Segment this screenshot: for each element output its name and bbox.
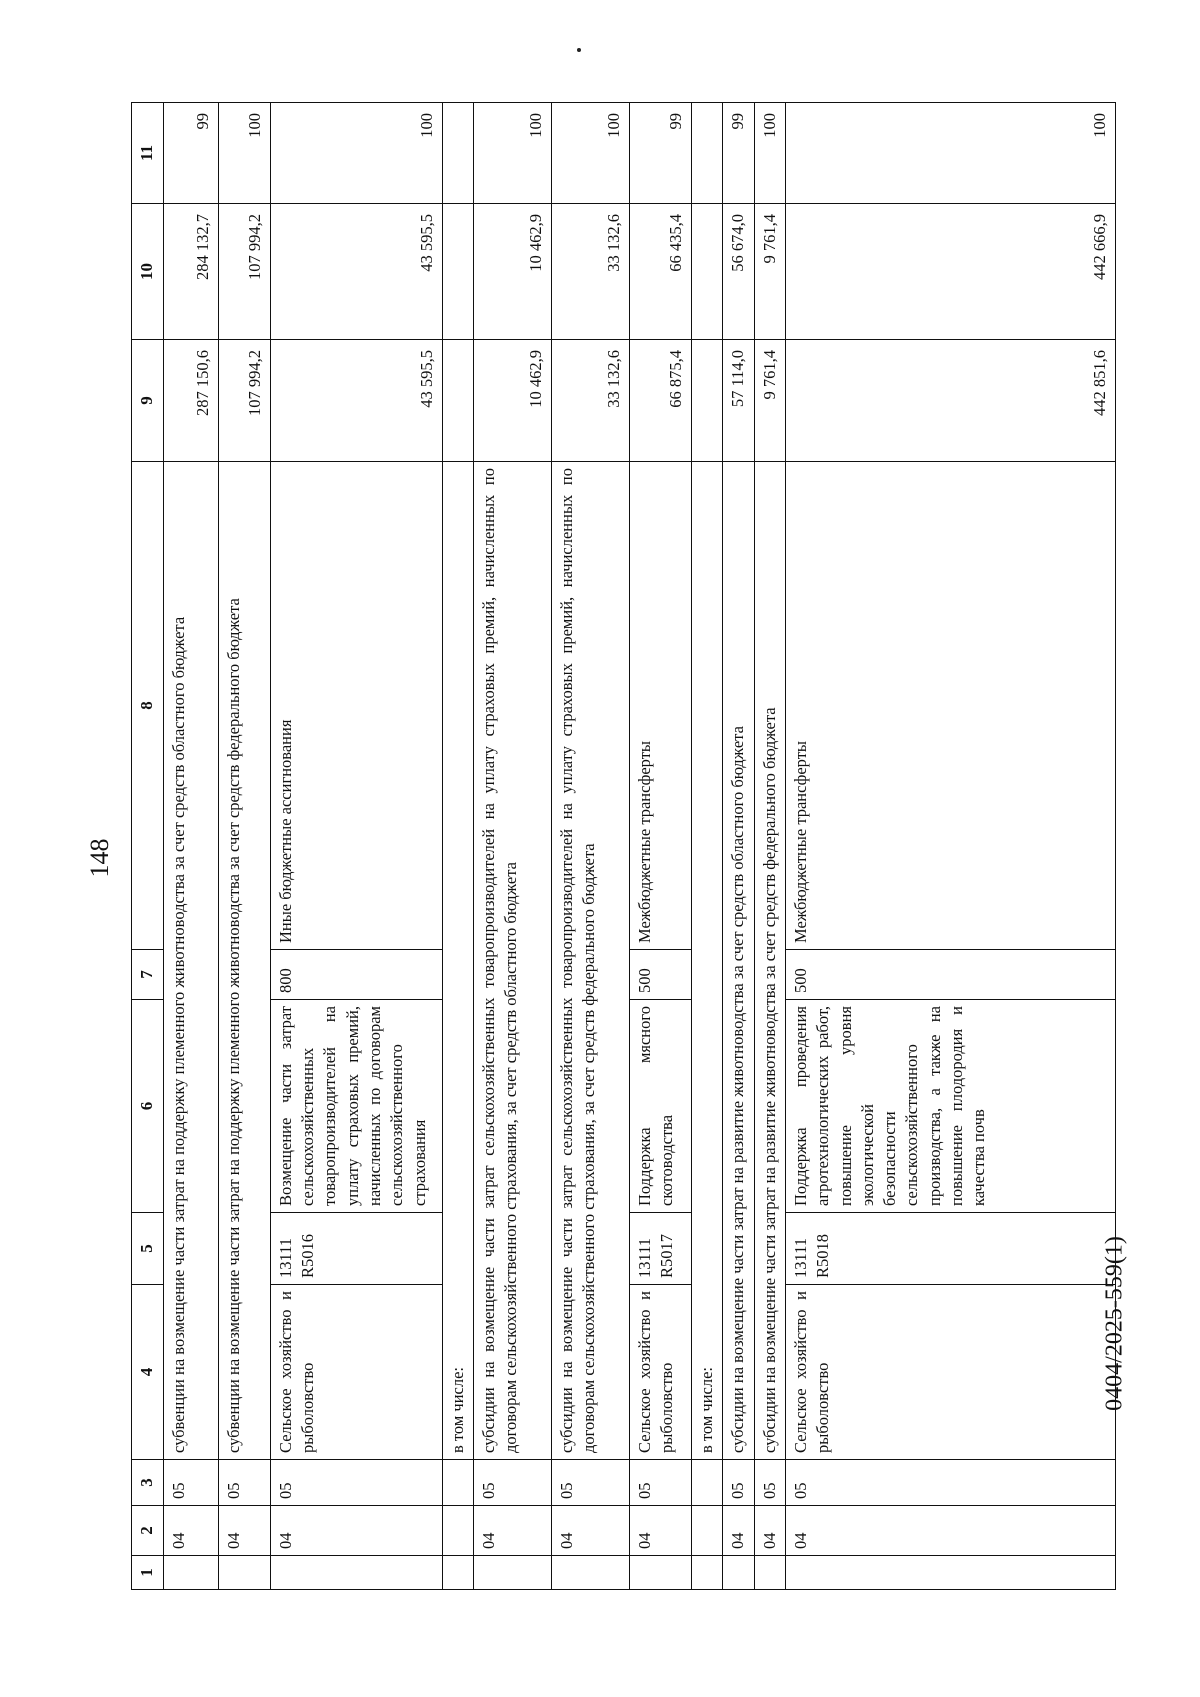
cell-description: субсидии на возмещение части затрат на развитие животноводства за счет средств областного бюджета [723, 462, 754, 1460]
cell-value: 9 761,4 [754, 340, 785, 462]
table-row [630, 103, 692, 1590]
cell-value: 107 994,2 [218, 340, 270, 462]
cell-value: 100 [786, 103, 1116, 204]
cell [442, 340, 473, 462]
cell: 04 [754, 1506, 785, 1556]
table-row [270, 103, 442, 1590]
rotated-table [131, 103, 1109, 1590]
cell-type: Межбюджетные трансферты [786, 462, 1116, 950]
col-header: 6 [132, 1000, 164, 1213]
cell: 05 [163, 1460, 218, 1506]
cell-value: 43 595,5 [270, 340, 442, 462]
cell-code: 13111 R5018 [786, 1213, 1116, 1285]
cell: 05 [218, 1460, 270, 1506]
cell [692, 204, 723, 340]
table-row [754, 103, 785, 1590]
cell-code: 13111 R5016 [270, 1213, 442, 1285]
table-row [552, 103, 630, 1590]
col-header: 2 [132, 1506, 164, 1556]
cell-code: 500 [630, 950, 692, 1000]
cell-description: субвенции на возмещение части затрат на поддержку племенного животноводства за счет средств федерального бюджета [218, 462, 270, 1460]
cell-description: Поддержка проведения агротехнологических работ, повышение уровня экологической безопасности сельскохозяйственного производства, а также на повышение плодородия и качества почв [786, 1000, 1116, 1213]
cell [723, 1556, 754, 1590]
col-header: 7 [132, 950, 164, 1000]
cell-code: 800 [270, 950, 442, 1000]
cell [552, 1556, 630, 1590]
cell-value: 66 875,4 [630, 340, 692, 462]
cell-value: 442 666,9 [786, 204, 1116, 340]
cell-type: Межбюджетные трансферты [630, 462, 692, 950]
cell: 04 [552, 1506, 630, 1556]
cell-section: Сельское хозяйство и рыболовство [270, 1285, 442, 1460]
cell-value: 9 761,4 [754, 204, 785, 340]
cell-value: 66 435,4 [630, 204, 692, 340]
cell-description: субсидии на возмещение части затрат сельскохозяйственных товаропроизводителей на уплату страховых премий, начисленных по договорам сельскохозяйственного страхования, за счет средств областного бюджета [474, 462, 552, 1460]
cell-description: Возмещение части затрат сельскохозяйственных товаропроизводителей на уплату страховых премий, начисленных по договорам сельскохозяйственного страхования [270, 1000, 442, 1213]
page-number: 148 [85, 838, 114, 878]
col-header: 9 [132, 340, 164, 462]
cell [163, 1556, 218, 1590]
cell-value: 100 [552, 103, 630, 204]
col-header: 5 [132, 1213, 164, 1285]
cell-subheading: в том числе: [692, 462, 723, 1460]
cell-value: 10 462,9 [474, 340, 552, 462]
cell [442, 1460, 473, 1506]
cell-value: 284 132,7 [163, 204, 218, 340]
cell-value: 99 [630, 103, 692, 204]
cell: 04 [786, 1506, 1116, 1556]
cell [442, 1506, 473, 1556]
cell: 04 [474, 1506, 552, 1556]
col-header: 8 [132, 462, 164, 950]
cell [692, 1556, 723, 1590]
budget-table [131, 102, 1116, 1590]
cell [692, 1506, 723, 1556]
document-id: 0404/2025-559(1) [1101, 1236, 1128, 1411]
cell [692, 103, 723, 204]
cell-value: 99 [723, 103, 754, 204]
cell: 04 [218, 1506, 270, 1556]
cell: 04 [630, 1506, 692, 1556]
cell-value: 287 150,6 [163, 340, 218, 462]
cell-code: 500 [786, 950, 1116, 1000]
cell-description: субсидии на возмещение части затрат на развитие животноводства за счет средств федерального бюджета [754, 462, 785, 1460]
cell [786, 1556, 1116, 1590]
col-header: 4 [132, 1285, 164, 1460]
cell: 05 [474, 1460, 552, 1506]
cell-description: Поддержка мясного скотоводства [630, 1000, 692, 1213]
cell-value: 99 [163, 103, 218, 204]
col-header: 10 [132, 204, 164, 340]
cell-value: 57 114,0 [723, 340, 754, 462]
table-row [786, 103, 1116, 1590]
cell-value: 107 994,2 [218, 204, 270, 340]
col-header: 1 [132, 1556, 164, 1590]
table-row [218, 103, 270, 1590]
cell: 04 [270, 1506, 442, 1556]
cell [474, 1556, 552, 1590]
cell [442, 1556, 473, 1590]
cell [270, 1556, 442, 1590]
cell [754, 1556, 785, 1590]
cell-value: 100 [474, 103, 552, 204]
col-header: 11 [132, 103, 164, 204]
cell: 05 [270, 1460, 442, 1506]
cell-section: Сельское хозяйство и рыболовство [786, 1285, 1116, 1460]
cell: 05 [754, 1460, 785, 1506]
cell-value: 442 851,6 [786, 340, 1116, 462]
scan-speck [577, 48, 581, 52]
cell: 04 [163, 1506, 218, 1556]
cell-value: 100 [218, 103, 270, 204]
cell-value: 100 [270, 103, 442, 204]
cell [692, 1460, 723, 1506]
cell [442, 204, 473, 340]
cell [218, 1556, 270, 1590]
table-header-row [132, 103, 164, 1590]
cell [630, 1556, 692, 1590]
cell: 05 [630, 1460, 692, 1506]
table-row [474, 103, 552, 1590]
cell: 05 [552, 1460, 630, 1506]
table-row [163, 103, 218, 1590]
cell-value: 33 132,6 [552, 204, 630, 340]
cell-description: субсидии на возмещение части затрат сельскохозяйственных товаропроизводителей на уплату страховых премий, начисленных по договорам сельскохозяйственного страхования, за счет средств федерального бюджета [552, 462, 630, 1460]
cell: 04 [723, 1506, 754, 1556]
cell-value: 100 [754, 103, 785, 204]
cell-value: 33 132,6 [552, 340, 630, 462]
cell-subheading: в том числе: [442, 462, 473, 1460]
cell [692, 340, 723, 462]
col-header: 3 [132, 1460, 164, 1506]
table-row [442, 103, 473, 1590]
cell-value: 43 595,5 [270, 204, 442, 340]
table-row [723, 103, 754, 1590]
cell-section: Сельское хозяйство и рыболовство [630, 1285, 692, 1460]
cell: 05 [786, 1460, 1116, 1506]
cell-type: Иные бюджетные ассигнования [270, 462, 442, 950]
cell-description: субвенции на возмещение части затрат на поддержку племенного животноводства за счет средств областного бюджета [163, 462, 218, 1460]
cell: 05 [723, 1460, 754, 1506]
cell-code: 13111 R5017 [630, 1213, 692, 1285]
table-row [692, 103, 723, 1590]
cell-value: 10 462,9 [474, 204, 552, 340]
cell-value: 56 674,0 [723, 204, 754, 340]
cell [442, 103, 473, 204]
